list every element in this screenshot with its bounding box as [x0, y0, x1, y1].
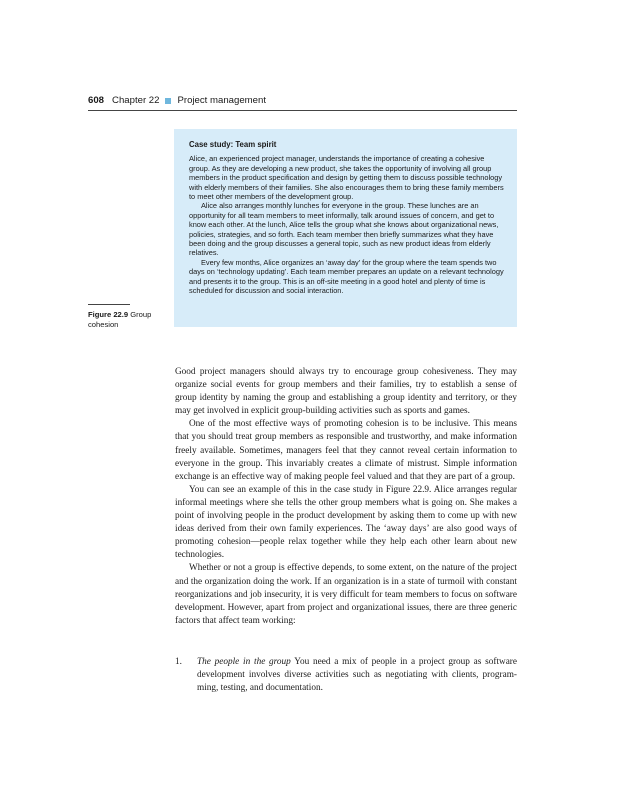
body-text [175, 366, 517, 628]
figure-caption-rule [88, 304, 130, 305]
page-number: 608 [88, 95, 105, 106]
running-header [88, 95, 517, 106]
figure-caption [88, 310, 168, 329]
body-paragraph: Whether or not a group is effective depends, to some extent, on the nature of the project and the organization doing the work. If an organization is in a state of turmoil with constant reorganizations and job insecurity, it is very difficult for team members to focus on software development. However, apart from project and organizational issues, there are three generic factors that affect team working: [175, 563, 517, 626]
header-rule [88, 110, 517, 111]
case-study-paragraph: Alice, an experienced project manager, understands the importance of creating a cohesive group. As they are developing a new product, she takes the opportunity of involving all group members in the product specification and design by getting them to discuss possible technology with elderly members of their families. She also encourages them to bring these family members to meet other members of the development group. [189, 154, 504, 202]
case-study-paragraph: Alice also arranges monthly lunches for everyone in the group. These lunches are an opportunity for all team members to meet informally, talk around issues of concern, and get to know each other. At the lunch, Alice tells the group what she knows about organizational news, policies, strategies, and so forth. Each team member then briefly summarizes what they have been doing and the group discusses a general topic, such as new product ideas from elderly relatives. [189, 201, 499, 258]
case-study-box [174, 129, 517, 327]
figure-label: Figure 22.9 [88, 310, 129, 319]
body-paragraph: One of the most effective ways of promoting cohesion is to be inclusive. This means that you should treat group members as responsible and trustworthy, and make information freely available. Sometimes, managers feel that they cannot reveal certain information to everyone in the group. This invariably creates a climate of mistrust. Simple information exchange is an effective way of making people feel valued and that they are part of a group. [175, 419, 517, 482]
chapter-label: Chapter 22 [112, 95, 160, 106]
case-study-title: Case study: Team spirit [189, 140, 277, 149]
list-item [175, 656, 517, 695]
list-item-text: You need a mix of people in a project group as software development involves diverse activities such as negotiating with clients, programming, testing, and documentation. [197, 657, 517, 694]
list-item-number: 1. [175, 657, 182, 667]
body-paragraph: You can see an example of this in the case study in Figure 22.9. Alice arranges regular informal meetings where she tells the other group members what is going on. She makes a point of involving people in the product development by asking them to come up with new ideas derived from their own family experiences. The ‘away days’ are also good ways of promoting cohesion—people relax together while they help each other learn about new technologies. [175, 484, 517, 561]
body-paragraph: Good project managers should always try to encourage group cohesiveness. They may organize social events for group members and their families, try to establish a sense of group identity by naming the group and establishing a group identity and territory, or they may get involved in explicit group-building activities such as sports and games. [175, 367, 517, 417]
section-title: Project management [177, 95, 267, 106]
figure-caption-text: Group cohesion [88, 310, 152, 329]
case-study-paragraph: Every few months, Alice organizes an ‘away day’ for the group where the team spends two days on ‘technology updating’. Each team member prepares an update on a relevant technology and presents it to the group. This is an off-site meeting in a good hotel and plenty of time is scheduled for discussion and social interaction. [189, 257, 504, 296]
list-item-term: The people in the group [197, 657, 291, 667]
numbered-list [175, 656, 517, 695]
header-square-icon [165, 98, 171, 104]
list-item-body [197, 656, 517, 695]
